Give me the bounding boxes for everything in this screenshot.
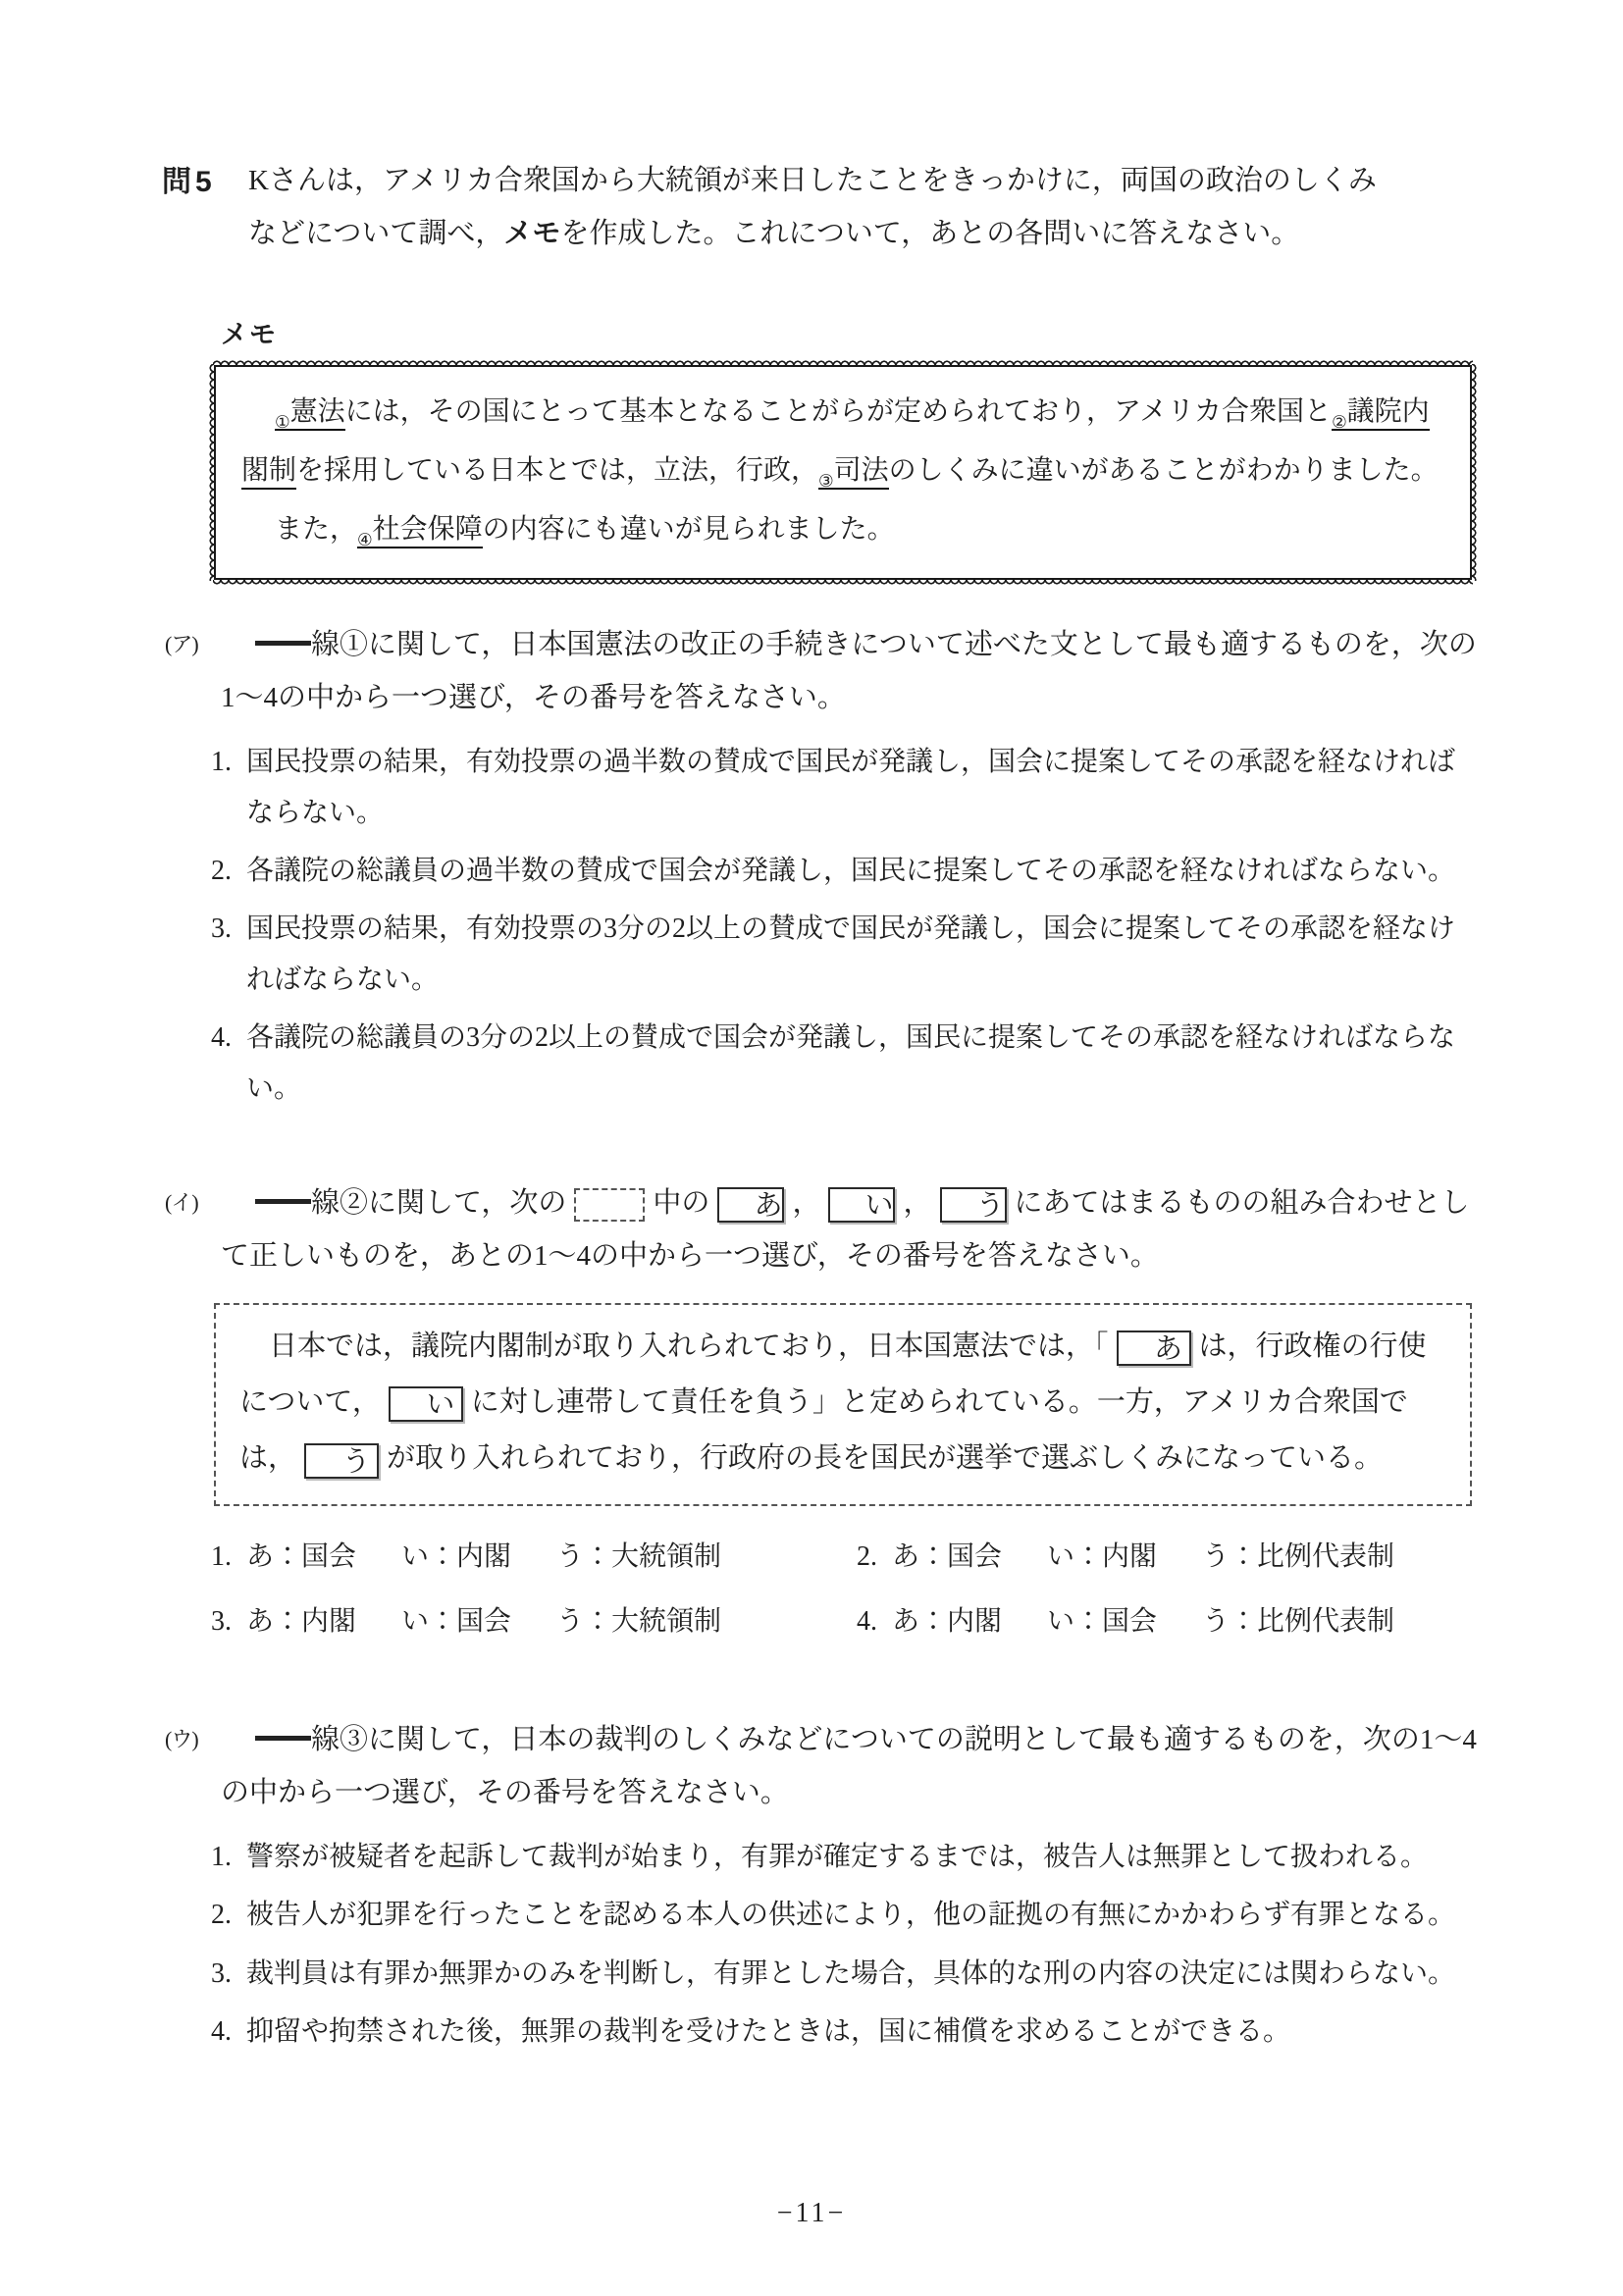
option-row: [857, 1532, 1482, 1583]
memo-label: メモ: [221, 319, 278, 349]
sub-question-i-options: [211, 1532, 1482, 1647]
passage-seg-1: 日本では，議院内閣制が取り入れられており，日本国憲法では，「: [269, 1330, 1109, 1362]
sub-question-i-lead: 線②に関して，次の: [311, 1187, 567, 1220]
option-number: 1.: [211, 746, 232, 777]
memo-box: [214, 365, 1472, 580]
option-pair-u: う：比例代表制: [1202, 1541, 1395, 1573]
reference-line-dash: [255, 1736, 311, 1741]
option-text: 被告人が犯罪を行ったことを認める本人の供述により，他の証拠の有無にかかわらず有罪となる。: [246, 1900, 1456, 1931]
passage-box: [214, 1303, 1472, 1506]
lead-text-1: Kさんは，アメリカ合衆国から大統領が来日したことをきっかけに，両国の政治のしくみなどについて調べ，: [248, 165, 1377, 249]
option-number: 3.: [211, 913, 232, 944]
option-pair-u: う：比例代表制: [1202, 1606, 1395, 1638]
option-row: [211, 1013, 1482, 1115]
option-number: 3.: [211, 1606, 232, 1638]
option-text: 警察が被疑者を起訴して裁判が始まり，有罪が確定するまでは，被告人は無罪として扱われる。: [246, 1842, 1429, 1873]
term-kenpou: 憲法: [289, 396, 345, 428]
circled-number-3: ③: [818, 472, 834, 492]
comma: ，: [792, 1187, 821, 1220]
option-text: 抑留や拘禁された後，無罪の裁判を受けたときは，国に補償を求めることができる。: [246, 2015, 1291, 2047]
memo-text-1: には，その国にとって基本となることがらが定められており，アメリカ合衆国と: [344, 396, 1333, 428]
option-row: [857, 1596, 1482, 1647]
sub-question-u-text: [221, 1714, 1482, 1820]
sub-question-i-marker: (イ): [165, 1190, 198, 1216]
underlined-term-kenpou: [275, 396, 345, 431]
option-text: 各議院の総議員の3分の2以上の賛成で国会が発議し，国民に提案してその承認を経なければならない。: [246, 1021, 1456, 1104]
memo-wavy-border-bottom: [213, 580, 1473, 587]
passage-seg-3: に対し連帯して責任を負う」と定められている。一方，アメリカ合衆国では，: [239, 1386, 1408, 1475]
underlined-term-shihou: [818, 455, 889, 490]
sub-question-u-body: 線③に関して，日本の裁判のしくみなどについての説明として最も適するものを，次の1～4の中から一つ選び，その番号を答えなさい。: [221, 1724, 1477, 1809]
sub-question-u-heading: [165, 1714, 1482, 1820]
memo-word: メモ: [503, 217, 561, 249]
option-number: 2.: [211, 1900, 232, 1931]
option-row: [211, 1832, 1482, 1883]
option-text: 各議院の総議員の過半数の賛成で国会が発議し，国民に提案してその承認を経なければならない。: [246, 855, 1456, 886]
comma: ，: [903, 1187, 932, 1220]
term-giin-naikakusei: 議院内閣制: [241, 396, 1430, 487]
option-text: 国民投票の結果，有効投票の過半数の賛成で国民が発議し，国会に提案してその承認を経なければならない。: [246, 746, 1456, 828]
passage-text: [239, 1319, 1446, 1487]
circled-number-4: ④: [357, 531, 373, 550]
sub-question-i-mid: 中の: [653, 1187, 710, 1220]
option-pair-a: あ：国会: [246, 1541, 357, 1573]
sub-question-a-marker: (ア): [165, 631, 198, 656]
option-number: 1.: [211, 1842, 232, 1873]
lead-text-2: を作成した。これについて，あとの各問いに答えなさい。: [560, 217, 1300, 249]
option-number: 2.: [211, 855, 232, 886]
option-row: [211, 904, 1482, 1006]
sub-question-a: [165, 619, 1482, 1115]
memo-text-5: の内容にも違いが見られました。: [482, 514, 895, 546]
underlined-term-shakaihoshou: [357, 514, 483, 548]
reference-line-dash: [255, 641, 311, 646]
sub-question-u: [165, 1714, 1482, 2057]
option-number: 2.: [857, 1541, 877, 1573]
fill-box-a: あ: [717, 1187, 784, 1223]
option-pair-a: あ：国会: [892, 1541, 1003, 1573]
option-row: [211, 1596, 857, 1647]
memo-wavy-border-right: [1472, 364, 1479, 581]
memo-text-4: また，: [275, 514, 358, 546]
option-row: [211, 2007, 1482, 2058]
question-5-lead: [162, 155, 1482, 261]
sub-question-a-options: [211, 737, 1482, 1116]
memo-wavy-border-top: [213, 358, 1473, 365]
sub-question-i-tail: にあてはまるものの組み合わせとして正しいものを，あとの1～4の中から一つ選び，その番号を答えなさい。: [221, 1187, 1470, 1273]
passage-seg-4: が取り入れられており，行政府の長を国民が選挙で選ぶしくみになっている。: [387, 1442, 1384, 1475]
option-pair-i: い：内閣: [401, 1541, 512, 1573]
sub-question-a-heading: [165, 619, 1482, 725]
memo-paragraph-1: [241, 383, 1444, 500]
reference-line-dash: [255, 1199, 311, 1204]
option-row: [211, 846, 1482, 897]
fill-box-a: あ: [1117, 1331, 1191, 1366]
option-pair-i: い：国会: [1047, 1606, 1158, 1638]
question-5-label: 問5: [162, 166, 216, 198]
term-shakaihoshou: 社会保障: [372, 514, 483, 546]
option-number: 4.: [211, 1021, 232, 1053]
sub-question-a-body: 線①に関して，日本国憲法の改正の手続きについて述べた文として最も適するものを，次の1～4の中から一つ選び，その番号を答えなさい。: [221, 628, 1477, 713]
sub-question-i-text: [221, 1177, 1482, 1283]
circled-number-2: ②: [1332, 412, 1347, 432]
circled-number-1: ①: [275, 412, 290, 432]
memo-wavy-border-left: [207, 364, 214, 581]
option-number: 4.: [857, 1606, 877, 1638]
sub-question-i: [165, 1177, 1482, 1647]
fill-box-i: い: [828, 1187, 895, 1223]
option-number: 1.: [211, 1541, 232, 1573]
fill-box-u: う: [304, 1443, 379, 1479]
option-number: 3.: [211, 1957, 232, 1989]
option-pair-u: う：大統領制: [556, 1606, 722, 1638]
memo-paragraph-2: [241, 500, 1444, 559]
sub-question-u-marker: (ウ): [165, 1727, 198, 1752]
option-text: 国民投票の結果，有効投票の3分の2以上の賛成で国民が発議し，国会に提案してその承認を経なければならない。: [246, 913, 1456, 995]
option-pair-u: う：大統領制: [556, 1541, 722, 1573]
fill-box-i: い: [389, 1386, 463, 1422]
passage-seg-2: は，行政権の行使について，: [239, 1330, 1427, 1419]
option-row: [211, 1949, 1482, 2000]
fill-box-u: う: [940, 1187, 1007, 1223]
option-number: 4.: [211, 2015, 232, 2047]
option-row: [211, 1890, 1482, 1941]
term-shihou: 司法: [833, 455, 889, 487]
question-5-text: [248, 155, 1401, 261]
memo-text-2: を採用している日本とでは，立法，行政，: [296, 455, 819, 487]
option-pair-i: い：内閣: [1047, 1541, 1158, 1573]
option-pair-a: あ：内閣: [892, 1606, 1003, 1638]
option-pair-i: い：国会: [401, 1606, 512, 1638]
memo-text-3: のしくみに違いがあることがわかりました。: [888, 455, 1439, 487]
sub-question-u-options: [211, 1832, 1482, 2057]
option-row: [211, 737, 1482, 839]
blank-box: [574, 1188, 645, 1222]
option-pair-a: あ：内閣: [246, 1606, 357, 1638]
option-text: 裁判員は有罪か無罪かのみを判断し，有罪とした場合，具体的な刑の内容の決定には関わらない。: [246, 1957, 1456, 1989]
sub-question-i-heading: [165, 1177, 1482, 1283]
option-row: [211, 1532, 857, 1583]
sub-question-a-text: [221, 619, 1482, 725]
page-number: −11−: [776, 2197, 847, 2228]
